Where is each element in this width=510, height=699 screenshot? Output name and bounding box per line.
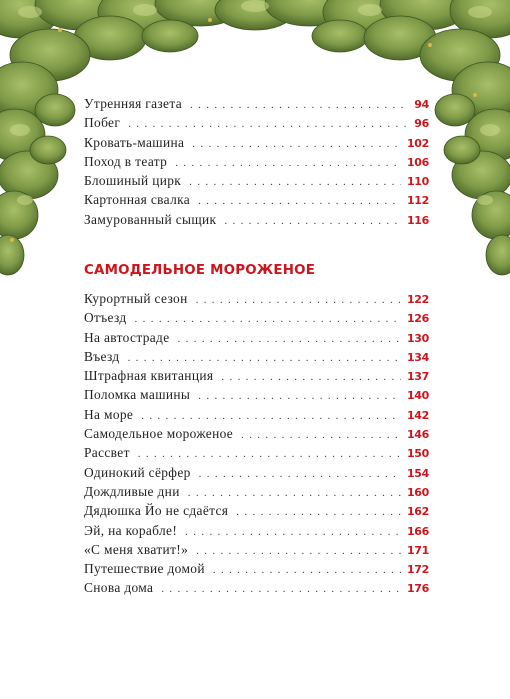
toc-entry xyxy=(84,212,429,231)
toc-entry-title: Курортный сезон xyxy=(84,291,188,306)
toc-leader-dots xyxy=(199,468,401,480)
toc-entry xyxy=(84,173,429,192)
toc-leader-dots xyxy=(196,545,401,557)
toc-entry xyxy=(84,465,429,484)
toc-entry-page-number: 122 xyxy=(406,293,429,306)
toc-leader-dots xyxy=(236,506,401,518)
toc-entry-page-number: 137 xyxy=(406,370,429,384)
toc-entry-title: «С меня хватит!» xyxy=(84,541,189,557)
toc-entry xyxy=(84,368,429,387)
toc-leader-dots xyxy=(196,294,401,306)
toc-entry xyxy=(84,135,429,154)
toc-leader-dots xyxy=(178,333,401,345)
toc-entry xyxy=(84,561,429,580)
toc-entry-page-number: 176 xyxy=(406,582,429,596)
toc-leader-dots xyxy=(190,99,408,111)
toc-entry-page-number: 102 xyxy=(406,136,429,150)
toc-leader-dots xyxy=(198,195,401,207)
toc-entry xyxy=(84,115,429,134)
toc-entry xyxy=(84,291,429,310)
toc-entry-title: Кровать-машина xyxy=(84,134,185,150)
toc-entry xyxy=(84,426,429,445)
toc-entry-title: Рассвет xyxy=(84,445,130,461)
toc-entry xyxy=(84,192,429,211)
toc-leader-dots xyxy=(175,157,401,169)
toc-leader-dots xyxy=(138,448,401,460)
toc-list-part1 xyxy=(84,96,429,231)
toc-leader-dots xyxy=(198,390,401,402)
toc-entry-page-number: 162 xyxy=(406,505,429,519)
toc-entry xyxy=(84,154,429,173)
toc-entry-title: Поломка машины xyxy=(84,387,191,403)
toc-entry-page-number: 112 xyxy=(406,194,429,208)
toc-entry-page-number: 140 xyxy=(406,389,429,403)
toc-leader-dots xyxy=(213,564,401,576)
toc-leader-dots xyxy=(128,352,401,364)
toc-entry-title: Снова дома xyxy=(84,580,154,596)
toc-entry-page-number: 110 xyxy=(406,175,429,189)
toc-entry xyxy=(84,542,429,561)
toc-entry xyxy=(84,580,429,599)
toc-entry xyxy=(84,96,429,115)
toc-entry-page-number: 166 xyxy=(406,524,429,538)
toc-entry-page-number: 126 xyxy=(406,312,429,326)
toc-entry-page-number: 116 xyxy=(406,213,429,227)
toc-entry-title: На море xyxy=(84,406,134,422)
toc-entry xyxy=(84,484,429,503)
toc-leader-dots xyxy=(141,410,401,422)
toc-leader-dots xyxy=(192,138,401,150)
toc-entry xyxy=(84,310,429,329)
toc-entry-title: Дядюшка Йо не сдаётся xyxy=(84,503,229,519)
toc-leader-dots xyxy=(135,313,401,325)
toc-entry xyxy=(84,407,429,426)
toc-entry-title: Въезд xyxy=(84,348,120,364)
toc-leader-dots xyxy=(221,371,401,383)
toc-entry-title: Побег xyxy=(84,115,121,131)
toc-entry-page-number: 130 xyxy=(406,331,429,345)
toc-entry xyxy=(84,349,429,368)
toc-leader-dots xyxy=(128,118,408,130)
toc-leader-dots xyxy=(189,176,401,188)
toc-entry-page-number: 172 xyxy=(406,563,429,577)
toc-entry-title: Дождливые дни xyxy=(84,483,180,499)
toc-entry xyxy=(84,523,429,542)
toc-entry-page-number: 160 xyxy=(406,485,429,499)
toc-leader-dots xyxy=(224,215,401,227)
toc-entry-page-number: 142 xyxy=(406,408,429,422)
toc-entry-title: На автостраде xyxy=(84,329,170,345)
toc-leader-dots xyxy=(161,583,401,595)
toc-entry-page-number: 106 xyxy=(406,155,429,169)
toc-entry-page-number: 150 xyxy=(406,447,429,461)
toc-entry xyxy=(84,503,429,522)
toc-entry-title: Поход в театр xyxy=(84,153,168,169)
toc-entry-page-number: 96 xyxy=(414,117,429,131)
toc-entry xyxy=(84,387,429,406)
toc-entry-title: Утренняя газета xyxy=(84,96,183,111)
toc-entry-title: Картонная свалка xyxy=(84,192,191,208)
toc-leader-dots xyxy=(188,487,401,499)
section-heading: САМОДЕЛЬНОЕ МОРОЖЕНОЕ xyxy=(84,263,316,278)
toc-list-part2 xyxy=(84,291,429,600)
toc-entry-title: Одинокий сёрфер xyxy=(84,464,191,480)
toc-entry-page-number: 146 xyxy=(406,428,429,442)
toc-entry-title: Замурованный сыщик xyxy=(84,211,217,227)
toc-entry-title: Штрафная квитанция xyxy=(84,368,214,384)
toc-entry-page-number: 154 xyxy=(406,466,429,480)
toc-entry xyxy=(84,445,429,464)
toc-entry-title: Отъезд xyxy=(84,310,127,326)
toc-leader-dots xyxy=(241,429,401,441)
toc-entry-title: Путешествие домой xyxy=(84,561,205,577)
toc-entry-page-number: 134 xyxy=(406,350,429,364)
toc-leader-dots xyxy=(185,526,401,538)
toc-entry-title: Эй, на корабле! xyxy=(84,522,178,538)
toc-entry-title: Самодельное мороженое xyxy=(84,426,234,442)
toc-entry-title: Блошиный цирк xyxy=(84,173,182,189)
toc-entry-page-number: 94 xyxy=(414,98,429,111)
toc-entry-page-number: 171 xyxy=(406,543,429,557)
toc-entry xyxy=(84,330,429,349)
